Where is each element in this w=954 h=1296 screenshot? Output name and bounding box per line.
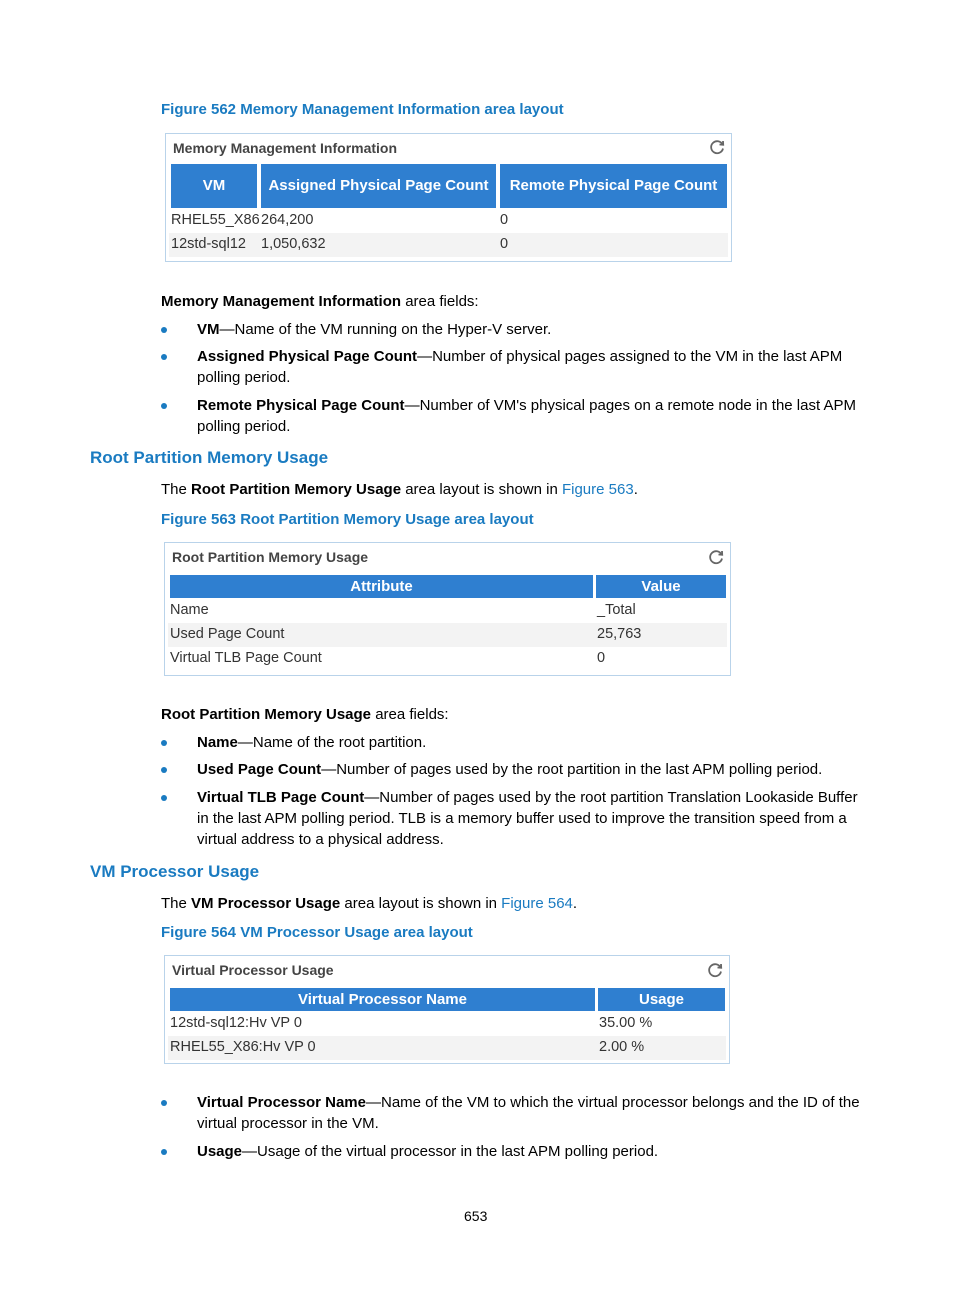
cell-value: 0 [597, 650, 606, 666]
cell-value: 25,763 [597, 626, 642, 642]
bullet-dot [161, 1149, 167, 1155]
cell-vm: RHEL55_X86 [171, 212, 260, 228]
bullet-dot [161, 403, 167, 409]
cell-virtual-processor-name: 12std-sql12:Hv VP 0 [170, 1015, 302, 1031]
table-row [169, 233, 728, 257]
panel-title: Memory Management Information [173, 140, 398, 156]
page-number: 653 [464, 1208, 488, 1224]
virtual-processor-panel [164, 955, 730, 1064]
figure-563-link[interactable]: Figure 563 [561, 481, 634, 498]
column-header-remote-physical-page-count[interactable]: Remote Physical Page Count [500, 164, 727, 208]
root-fields-intro: Root Partition Memory Usage area fields: [161, 706, 449, 723]
table-row [168, 1012, 726, 1036]
bullet-dot [161, 327, 167, 333]
figure-564-link[interactable]: Figure 564 [501, 895, 573, 912]
vm-section-intro: The VM Processor Usage area layout is shown in Figure 564. [161, 895, 578, 912]
figure-562-caption: Figure 562 Memory Management Information area layout [161, 101, 564, 118]
panel-title: Root Partition Memory Usage [172, 549, 369, 565]
cell-assigned: 264,200 [261, 212, 314, 228]
section-heading-root-partition: Root Partition Memory Usage [90, 448, 329, 467]
field-item-used-page-count: Used Page Count—Number of pages used by the root partition in the last APM polling period. [197, 761, 823, 778]
field-item-usage: Usage—Usage of the virtual processor in the last APM polling period. [197, 1143, 659, 1160]
memory-fields-intro: Memory Management Information area fields: [161, 293, 479, 310]
cell-virtual-processor-name: RHEL55_X86:Hv VP 0 [170, 1039, 316, 1055]
bullet-dot [161, 767, 167, 773]
bullet-dot [161, 1100, 167, 1106]
field-item-virtual-tlb: Virtual TLB Page Count—Number of pages used by the root partition Translation Lookaside Buffer in the last APM polling period. TLB is a memory buffer used to improve the transition speed from a virtual address to a physical address. [197, 789, 858, 848]
cell-usage: 2.00 % [599, 1039, 645, 1055]
figure-564-caption: Figure 564 VM Processor Usage area layout [161, 924, 473, 941]
cell-vm: 12std-sql12 [171, 236, 246, 252]
table-row [169, 209, 728, 233]
panel-title: Virtual Processor Usage [172, 962, 334, 978]
field-item-assigned: Assigned Physical Page Count—Number of physical pages assigned to the VM in the last APM polling period. [197, 348, 843, 386]
column-header-virtual-processor-name[interactable]: Virtual Processor Name [170, 988, 595, 1011]
cell-attribute: Virtual TLB Page Count [170, 650, 322, 666]
bullet-dot [161, 740, 167, 746]
field-item-remote: Remote Physical Page Count—Number of VM's physical pages on a remote node in the last APM polling period. [197, 397, 856, 435]
field-item-virtual-processor-name: Virtual Processor Name—Name of the VM to which the virtual processor belongs and the ID of the virtual processor in the VM. [197, 1094, 860, 1132]
figure-563-caption: Figure 563 Root Partition Memory Usage area layout [161, 511, 534, 528]
refresh-icon[interactable] [709, 139, 725, 155]
cell-remote: 0 [500, 212, 509, 228]
cell-value: _Total [597, 602, 636, 618]
column-header-assigned-physical-page-count[interactable]: Assigned Physical Page Count [261, 164, 496, 208]
table-row [168, 623, 727, 647]
table-row [168, 1036, 726, 1060]
cell-assigned: 1,050,632 [261, 236, 326, 252]
root-partition-panel [164, 542, 731, 676]
field-item-vm: VM—Name of the VM running on the Hyper-V server. [197, 321, 552, 338]
section-heading-vm-processor: VM Processor Usage [90, 862, 260, 881]
refresh-icon[interactable] [707, 962, 723, 978]
root-section-intro: The Root Partition Memory Usage area layout is shown in Figure 563. [161, 481, 638, 498]
field-item-name: Name—Name of the root partition. [197, 734, 427, 751]
memory-management-panel [165, 133, 732, 262]
bullet-dot [161, 354, 167, 360]
cell-usage: 35.00 % [599, 1015, 653, 1031]
column-header-vm[interactable]: VM [171, 164, 257, 208]
cell-remote: 0 [500, 236, 509, 252]
cell-attribute: Used Page Count [170, 626, 285, 642]
bullet-dot [161, 795, 167, 801]
refresh-icon[interactable] [708, 549, 724, 565]
column-header-attribute[interactable]: Attribute [170, 575, 593, 598]
column-header-usage[interactable]: Usage [598, 988, 725, 1011]
table-row [168, 647, 727, 671]
column-header-value[interactable]: Value [596, 575, 726, 598]
table-row [168, 599, 727, 623]
cell-attribute: Name [170, 602, 209, 618]
